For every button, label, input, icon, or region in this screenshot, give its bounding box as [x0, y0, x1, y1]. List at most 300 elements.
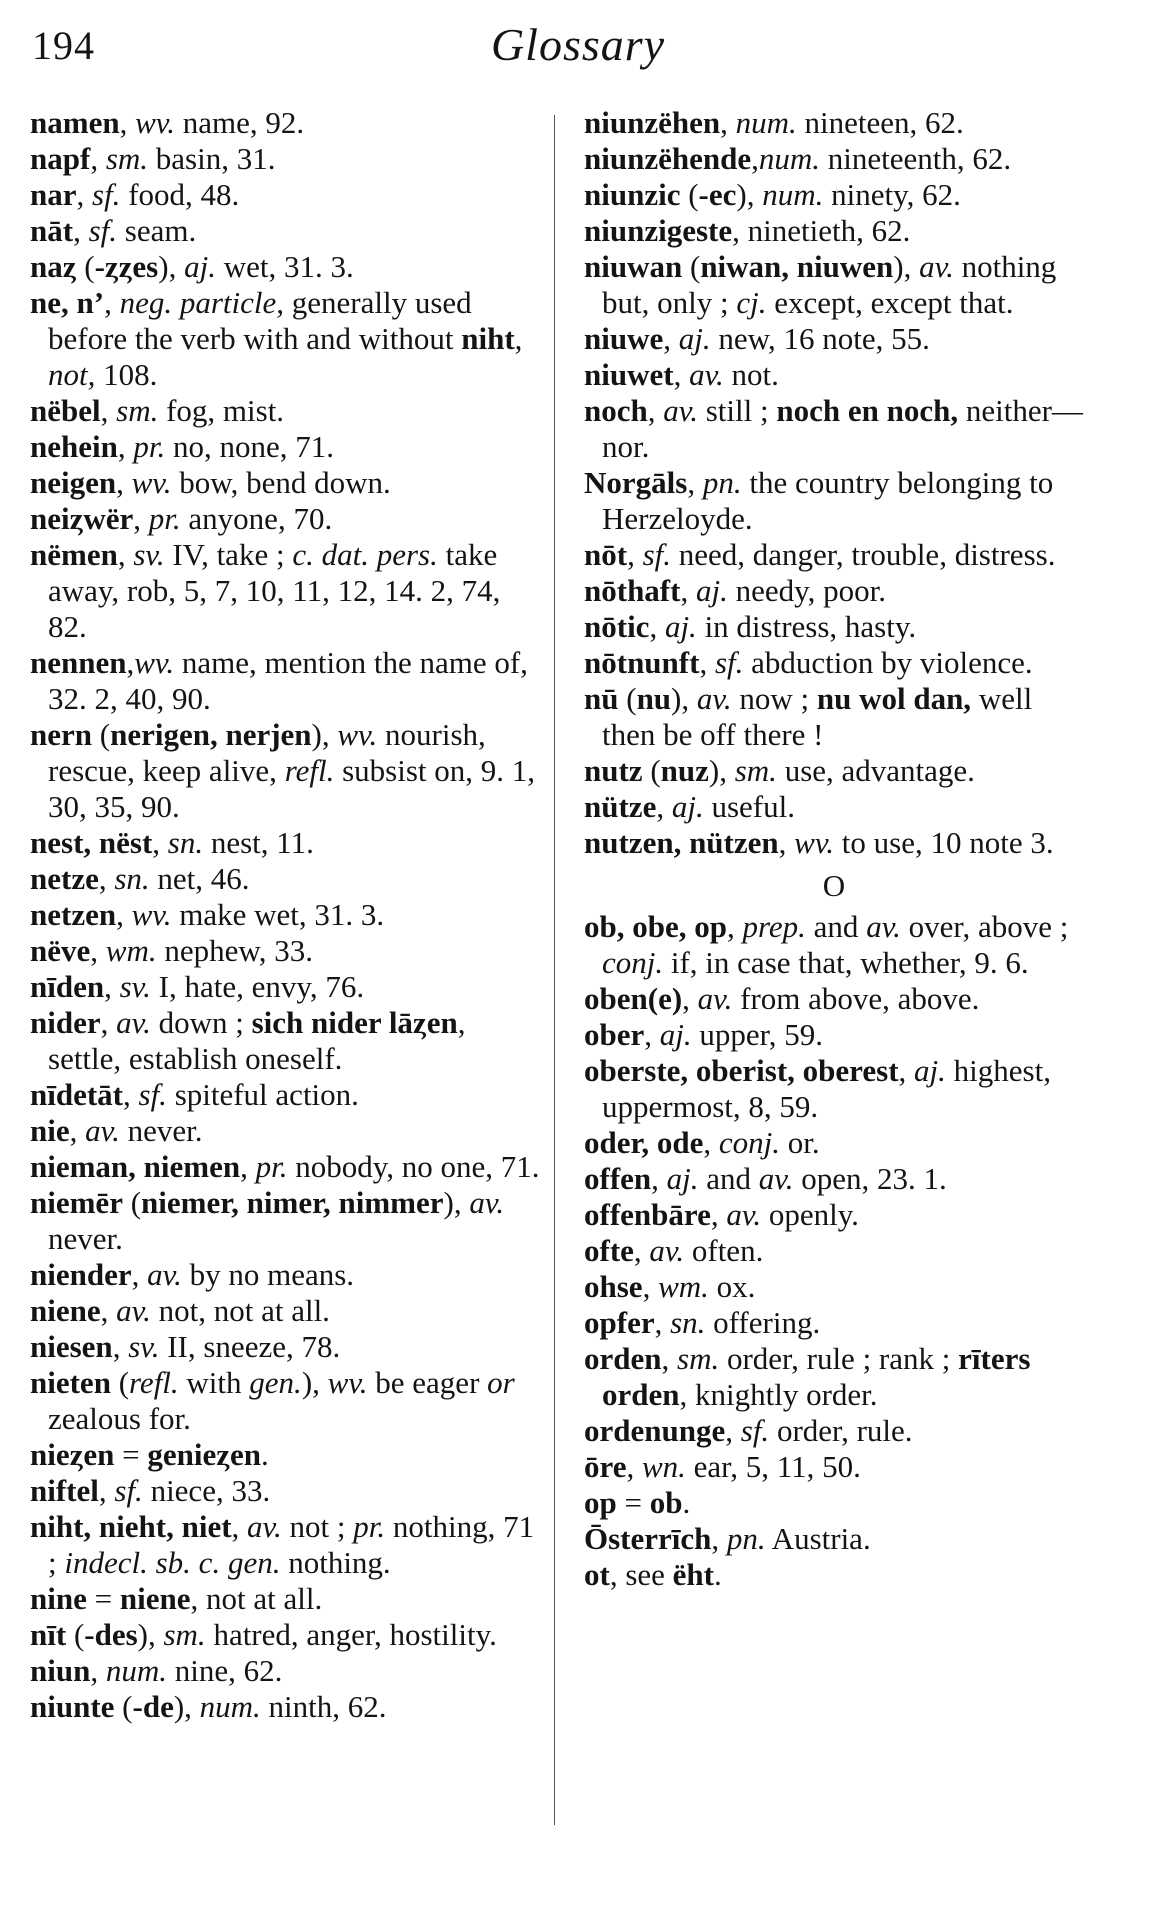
definition-text: .: [682, 1485, 691, 1520]
definition-text: ),: [158, 249, 185, 284]
grammar-label: sf.: [88, 213, 118, 248]
headword: -ec: [698, 177, 737, 212]
definition-text: nourish, rescue, keep alive,: [48, 717, 486, 788]
definition-text: ,: [116, 897, 132, 932]
grammar-label: refl.: [284, 753, 335, 788]
definition-text: ,: [644, 1017, 660, 1052]
headword: -de: [132, 1689, 174, 1724]
definition-text: spiteful action.: [166, 1077, 359, 1112]
glossary-entry: [584, 645, 1084, 681]
definition-text: ,: [73, 213, 89, 248]
section-letter: O: [822, 868, 846, 903]
definition-text: ,: [231, 1509, 248, 1544]
definition-text: (: [642, 753, 661, 788]
definition-text: ,: [131, 1257, 148, 1292]
glossary-entry: [30, 1617, 540, 1653]
definition-text: nineteenth, 62.: [820, 141, 1012, 176]
glossary-entry: [584, 1017, 1084, 1053]
definition-text: the country belonging to Herzeloyde.: [602, 465, 1054, 536]
headword: nest, nëst: [30, 825, 153, 860]
glossary-entry: [30, 933, 540, 969]
definition-text: now ;: [731, 681, 817, 716]
definition-text: ),: [671, 681, 697, 716]
grammar-label: aj.: [664, 609, 697, 644]
definition-text: =: [86, 1581, 120, 1616]
definition-text: ,: [751, 141, 759, 176]
glossary-entry: [30, 501, 540, 537]
definition-text: by no means.: [181, 1257, 355, 1292]
definition-text: order, rule ; rank ;: [719, 1341, 959, 1376]
glossary-entry: [584, 1449, 1084, 1485]
glossary-entry: [30, 861, 540, 897]
definition-text: never.: [119, 1113, 203, 1148]
grammar-label: num.: [758, 141, 820, 176]
glossary-entry: [584, 1125, 1084, 1161]
definition-text: II, sneeze, 78.: [159, 1329, 341, 1364]
definition-text: , see: [609, 1557, 673, 1592]
headword: niun: [30, 1653, 91, 1688]
grammar-label: av.: [649, 1233, 685, 1268]
headword: nieten: [30, 1365, 111, 1400]
headword: noch en noch,: [776, 393, 959, 428]
definition-text: .: [714, 1557, 722, 1592]
grammar-label: or: [487, 1365, 515, 1400]
grammar-label: sm.: [734, 753, 777, 788]
glossary-entry: [584, 609, 1084, 645]
headword: nīdetāt: [30, 1077, 123, 1112]
definition-text: (: [92, 717, 111, 752]
grammar-label: gen.: [249, 1365, 302, 1400]
headword: niuwe: [584, 321, 664, 356]
headword: niender: [30, 1257, 132, 1292]
grammar-label: aj.: [678, 321, 711, 356]
definition-text: fog, mist.: [158, 393, 285, 428]
definition-text: ,: [100, 1293, 117, 1328]
headword: ne, n’: [30, 285, 105, 320]
glossary-entry: [30, 393, 540, 429]
grammar-label: av.: [116, 1293, 151, 1328]
grammar-label: av.: [726, 1197, 762, 1232]
headword: nu: [636, 681, 672, 716]
definition-text: niece, 33.: [142, 1473, 271, 1508]
headword: niht, nieht, niet: [30, 1509, 232, 1544]
glossary-entry: [584, 1485, 1084, 1521]
definition-text: ninth, 62.: [260, 1689, 387, 1724]
definition-text: name, mention the name of, 32. 2, 40, 90.: [48, 645, 528, 716]
grammar-label: wv.: [794, 825, 835, 860]
grammar-label: pn.: [702, 465, 742, 500]
definition-text: ,: [651, 1161, 667, 1196]
definition-text: ,: [720, 105, 736, 140]
definition-text: ,: [673, 357, 690, 392]
headword: rīters orden: [602, 1341, 1031, 1412]
headword: nōtic: [584, 609, 650, 644]
headword: nōthaft: [584, 573, 681, 608]
definition-text: ,: [687, 465, 703, 500]
definition-text: ,: [711, 1521, 727, 1556]
grammar-label: pn.: [726, 1521, 766, 1556]
grammar-label: indecl. sb. c. gen.: [64, 1545, 281, 1580]
definition-text: never.: [48, 1221, 123, 1256]
definition-text: often.: [684, 1233, 764, 1268]
glossary-entry: [30, 1509, 540, 1581]
headword: genieȥen: [147, 1437, 261, 1472]
definition-text: ,: [69, 1113, 86, 1148]
headword: oben(e): [584, 981, 683, 1016]
headword: ordenunge: [584, 1413, 726, 1448]
headword: niuwan: [584, 249, 683, 284]
glossary-entry: [30, 213, 540, 249]
definition-text: (: [682, 249, 701, 284]
definition-text: ,: [699, 645, 715, 680]
headword: niunzic: [584, 177, 681, 212]
definition-text: =: [114, 1437, 148, 1472]
definition-text: (: [66, 1617, 85, 1652]
definition-text: not, not at all.: [150, 1293, 330, 1328]
grammar-label: av.: [919, 249, 954, 284]
definition-text: hatred, anger, hostility.: [205, 1617, 497, 1652]
headword: niftel: [30, 1473, 99, 1508]
glossary-entry: [584, 1269, 1084, 1305]
grammar-label: sf.: [138, 1077, 167, 1112]
definition-text: open, 23. 1.: [793, 1161, 947, 1196]
column-divider: [554, 115, 555, 1825]
definition-text: ,: [633, 1233, 650, 1268]
headword: nōt: [584, 537, 628, 572]
definition-text: ,: [626, 1449, 642, 1484]
glossary-entry: [30, 1077, 540, 1113]
glossary-entry: [30, 645, 540, 717]
headword: nutz: [584, 753, 643, 788]
headword: noch: [584, 393, 648, 428]
glossary-entry: [30, 1113, 540, 1149]
grammar-label: c. dat. pers.: [292, 537, 438, 572]
headword: ëht: [672, 1557, 714, 1592]
glossary-entry: [584, 141, 1084, 177]
grammar-label: av.: [697, 981, 733, 1016]
grammar-label: neg. particle,: [119, 285, 285, 320]
grammar-label: aj.: [695, 573, 728, 608]
definition-text: not.: [723, 357, 779, 392]
definition-text: down ;: [150, 1005, 252, 1040]
headword: nieman, niemen: [30, 1149, 241, 1184]
grammar-label: wm.: [105, 933, 157, 968]
headword: offenbāre: [584, 1197, 711, 1232]
glossary-entry: [30, 1653, 540, 1689]
definition-text: with: [178, 1365, 250, 1400]
headword: nīden: [30, 969, 105, 1004]
definition-text: nineteen, 62.: [796, 105, 964, 140]
definition-text: net, 46.: [149, 861, 250, 896]
definition-text: ,: [663, 321, 679, 356]
headword: niwan, niuwen: [700, 249, 894, 284]
grammar-label: sm.: [116, 393, 159, 428]
definition-text: ,: [104, 285, 120, 320]
definition-text: ,: [680, 573, 696, 608]
headword: ober: [584, 1017, 645, 1052]
definition-text: ,: [100, 1005, 117, 1040]
grammar-label: aj.: [184, 249, 216, 284]
definition-text: generally used before the verb with and without: [48, 285, 472, 356]
definition-text: ,: [703, 1125, 719, 1160]
headword: ot: [584, 1557, 610, 1592]
definition-text: ,: [133, 501, 149, 536]
grammar-label: sv.: [119, 969, 151, 1004]
definition-text: nothing but, only ;: [602, 249, 1057, 320]
headword: niunte: [30, 1689, 115, 1724]
definition-text: in distress, hasty.: [696, 609, 917, 644]
glossary-entry: [584, 1413, 1084, 1449]
grammar-label: pr.: [133, 429, 166, 464]
headword: nëmen: [30, 537, 118, 572]
glossary-entry: [30, 1689, 540, 1725]
definition-text: nothing.: [280, 1545, 391, 1580]
headword: Norgāls: [584, 465, 688, 500]
headword: niemēr: [30, 1185, 123, 1220]
definition-text: , not at all.: [190, 1581, 323, 1616]
glossary-entry: [30, 1149, 540, 1185]
definition-text: ,: [126, 645, 135, 680]
definition-text: ox.: [708, 1269, 756, 1304]
headword: nennen: [30, 645, 127, 680]
definition-text: take away, rob, 5, 7, 10, 11, 12, 14. 2, 74, 82.: [48, 537, 501, 644]
headword: nū: [584, 681, 619, 716]
definition-text: order, rule.: [769, 1413, 913, 1448]
headword: netze: [30, 861, 99, 896]
definition-text: IV, take ;: [164, 537, 293, 572]
grammar-label: num.: [105, 1653, 167, 1688]
headword: nōtnunft: [584, 645, 700, 680]
definition-text: basin, 31.: [148, 141, 276, 176]
definition-text: highest, uppermost, 8, 59.: [602, 1053, 1051, 1124]
definition-text: ,: [240, 1149, 256, 1184]
definition-text: ),: [708, 753, 735, 788]
definition-text: or.: [780, 1125, 820, 1160]
definition-text: need, danger, trouble, distress.: [671, 537, 1056, 572]
definition-text: still ;: [697, 393, 777, 428]
definition-text: ),: [137, 1617, 164, 1652]
grammar-label: conj.: [718, 1125, 781, 1160]
grammar-label: conj.: [602, 945, 664, 980]
headword: namen: [30, 105, 120, 140]
headword: -des: [84, 1617, 138, 1652]
glossary-entry: [584, 789, 1084, 825]
glossary-entry: [584, 753, 1084, 789]
grammar-label: sn.: [670, 1305, 706, 1340]
glossary-entry: [30, 1473, 540, 1509]
headword: nīt: [30, 1617, 67, 1652]
headword: nëve: [30, 933, 91, 968]
glossary-entry: [30, 969, 540, 1005]
headword: naȥ: [30, 249, 77, 284]
definition-text: ),: [301, 1365, 328, 1400]
grammar-label: sv.: [133, 537, 165, 572]
glossary-entry: [30, 1005, 540, 1077]
headword: ohse: [584, 1269, 643, 1304]
headword: nern: [30, 717, 92, 752]
definition-text: (: [110, 1365, 130, 1400]
grammar-label: sf.: [714, 645, 744, 680]
definition-text: ,: [654, 1305, 671, 1340]
headword: niesen: [30, 1329, 113, 1364]
headword: ofte: [584, 1233, 634, 1268]
definition-text: 108.: [95, 357, 158, 392]
glossary-column-right: [584, 105, 1084, 1593]
definition-text: ,: [514, 321, 523, 356]
definition-text: use, advantage.: [776, 753, 975, 788]
definition-text: needy, poor.: [727, 573, 886, 608]
headword: neigen: [30, 465, 117, 500]
headword: nutzen, nützen: [584, 825, 779, 860]
glossary-entry: [30, 717, 540, 825]
definition-text: ,: [90, 933, 106, 968]
definition-text: ,: [152, 825, 168, 860]
definition-text: from above, above.: [732, 981, 980, 1016]
headword: nie: [30, 1113, 70, 1148]
definition-text: anyone, 70.: [180, 501, 333, 536]
grammar-label: av.: [85, 1113, 120, 1148]
grammar-label: sv.: [128, 1329, 160, 1364]
grammar-label: prep.: [742, 909, 806, 944]
grammar-label: sf.: [642, 537, 672, 572]
headword: nerigen, nerjen: [110, 717, 312, 752]
glossary-entry: [584, 1557, 1084, 1593]
grammar-label: av.: [469, 1185, 505, 1220]
headword: ōre: [584, 1449, 627, 1484]
definition-text: Austria.: [765, 1521, 871, 1556]
definition-text: ),: [311, 717, 338, 752]
definition-text: ,: [123, 1077, 139, 1112]
glossary-entry: [584, 1521, 1084, 1557]
definition-text: ,: [661, 1341, 677, 1376]
definition-text: nephew, 33.: [156, 933, 313, 968]
definition-text: bow, bend down.: [171, 465, 391, 500]
definition-text: seam.: [117, 213, 197, 248]
headword: niht: [461, 321, 515, 356]
grammar-label: wv.: [134, 645, 175, 680]
glossary-entry: [30, 285, 540, 393]
definition-text: not ;: [281, 1509, 354, 1544]
glossary-entry: [584, 537, 1084, 573]
headword: oder, ode: [584, 1125, 704, 1160]
definition-text: nine, 62.: [166, 1653, 283, 1688]
headword: neiȥwër: [30, 501, 134, 536]
grammar-label: pr.: [353, 1509, 386, 1544]
glossary-entry: [30, 897, 540, 933]
definition-text: well then be off there !: [602, 681, 1033, 752]
headword: niunzigeste: [584, 213, 733, 248]
glossary-entry: [30, 1329, 540, 1365]
headword: nieȥen: [30, 1437, 115, 1472]
headword: niuwet: [584, 357, 674, 392]
headword: niene: [30, 1293, 101, 1328]
grammar-label: num.: [735, 105, 797, 140]
glossary-entry: [30, 1185, 540, 1257]
page-title: Glossary: [490, 19, 666, 70]
definition-text: useful.: [703, 789, 795, 824]
grammar-label: av.: [663, 393, 698, 428]
definition-text: name, 92.: [174, 105, 305, 140]
glossary-entry: [584, 909, 1084, 981]
definition-text: ,: [642, 1269, 659, 1304]
definition-text: ,: [627, 537, 643, 572]
definition-text: no, none, 71.: [165, 429, 335, 464]
definition-text: ,: [98, 861, 115, 896]
definition-text: if, in case that, whether, 9. 6.: [663, 945, 1029, 980]
headword: niemer, nimer, nimmer: [141, 1185, 444, 1220]
grammar-label: aj.: [666, 1161, 699, 1196]
definition-text: , knightly order.: [679, 1377, 878, 1412]
grammar-label: sf.: [92, 177, 121, 212]
headword: nëbel: [30, 393, 101, 428]
definition-text: ,: [647, 393, 664, 428]
definition-text: ,: [898, 1053, 915, 1088]
headword: orden: [584, 1341, 662, 1376]
grammar-label: sm.: [105, 141, 149, 176]
page-number: 194: [32, 23, 95, 68]
grammar-label: wv.: [337, 717, 378, 752]
definition-text: nest, 11.: [203, 825, 314, 860]
definition-text: ,: [100, 393, 117, 428]
definition-text: (: [122, 1185, 142, 1220]
glossary-entry: [584, 249, 1084, 321]
grammar-label: num.: [762, 177, 824, 212]
definition-text: neither—nor.: [602, 393, 1083, 464]
grammar-label: wm.: [658, 1269, 709, 1304]
grammar-label: av.: [866, 909, 901, 944]
headword: opfer: [584, 1305, 655, 1340]
headword: sich nider lāȥen: [251, 1005, 458, 1040]
definition-text: ,: [117, 429, 134, 464]
glossary-entry: [584, 981, 1084, 1017]
definition-text: ninety, 62.: [823, 177, 961, 212]
headword: niunzëhen: [584, 105, 721, 140]
grammar-label: wn.: [641, 1449, 686, 1484]
glossary-entry: [30, 141, 540, 177]
definition-text: openly.: [761, 1197, 859, 1232]
definition-text: (: [680, 177, 699, 212]
grammar-label: sn.: [114, 861, 150, 896]
definition-text: , ninetieth, 62.: [732, 213, 911, 248]
grammar-label: not,: [48, 357, 96, 392]
grammar-label: aj.: [659, 1017, 692, 1052]
grammar-label: wv.: [131, 897, 172, 932]
definition-text: ,: [76, 177, 92, 212]
definition-text: ,: [117, 537, 134, 572]
headword: ob: [649, 1485, 683, 1520]
glossary-entry: [584, 1053, 1084, 1125]
grammar-label: sf.: [740, 1413, 770, 1448]
headword: ob, obe, op: [584, 909, 727, 944]
definition-text: nothing, 71 ;: [48, 1509, 535, 1580]
grammar-label: av.: [696, 681, 732, 716]
headword: -ȥȥes: [94, 249, 159, 284]
definition-text: ,: [104, 969, 120, 1004]
glossary-column-left: [30, 105, 540, 1725]
definition-text: to use, 10 note 3.: [834, 825, 1054, 860]
glossary-entry: [584, 1341, 1084, 1413]
grammar-label: av.: [689, 357, 724, 392]
definition-text: ,: [725, 1413, 741, 1448]
glossary-entry: [30, 1293, 540, 1329]
definition-text: (: [114, 1689, 133, 1724]
headword: nehein: [30, 429, 118, 464]
definition-text: ear, 5, 11, 50.: [685, 1449, 861, 1484]
definition-text: ),: [173, 1689, 200, 1724]
definition-text: food, 48.: [120, 177, 240, 212]
definition-text: and: [698, 1161, 759, 1196]
headword: Ōsterrīch: [584, 1521, 712, 1556]
